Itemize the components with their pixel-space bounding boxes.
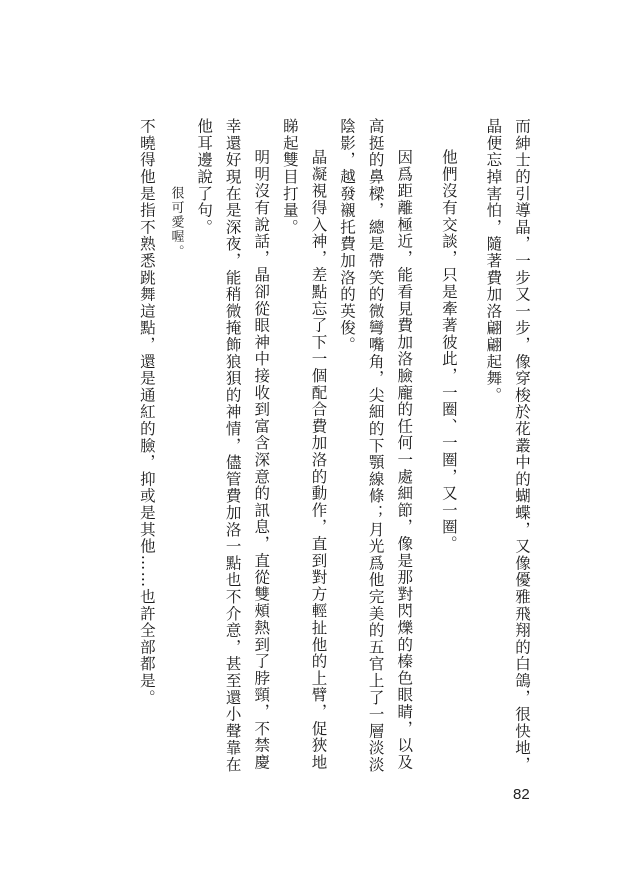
paragraph-2: 他們沒有交談，只是牽著彼此，一圈、一圈，又一圈。: [439, 149, 458, 553]
vertical-text-body: [132, 118, 536, 778]
whisper-line: 很可愛喔。: [168, 185, 184, 259]
paragraph-7: 不曉得他是指不熟悉跳舞這點，還是通紅的臉，抑或是其他……也許全部都是。: [137, 118, 156, 706]
paragraph-5: 明明沒有說話，晶卻從眼神中接收到富含深意的訊息，直從雙頰熱到了脖頸，不禁慶幸還好現在是深夜，能稍微掩飾狼狽的神情，儘管費加洛一點也不介意，甚至還小聲靠在他耳邊說了句。: [195, 118, 271, 774]
paragraph-4: 晶凝視得入神，差點忘了下一個配合費加洛的動作，直到對方輕扯他的上臂，促狹地睇起雙目打量。: [280, 118, 328, 771]
page-number: 82: [513, 786, 530, 803]
paragraph-1: 而紳士的引導晶，一步又一步，像穿梭於花叢中的蝴蝶，又像優雅飛翔的白鴿，很快地，晶便忘掉害怕，隨著費加洛翩翩起舞。: [484, 118, 531, 774]
paragraph-3: 因爲距離極近，能看見費加洛臉龐的任何一處細節，像是那對閃爍的榛色眼睛，以及高挺的鼻樑，總是帶笑的微彎嘴角，尖細的下顎線條；月光爲他完美的五官上了一層淡淡陰影，越發襯托費加洛的英俊。: [338, 118, 414, 774]
